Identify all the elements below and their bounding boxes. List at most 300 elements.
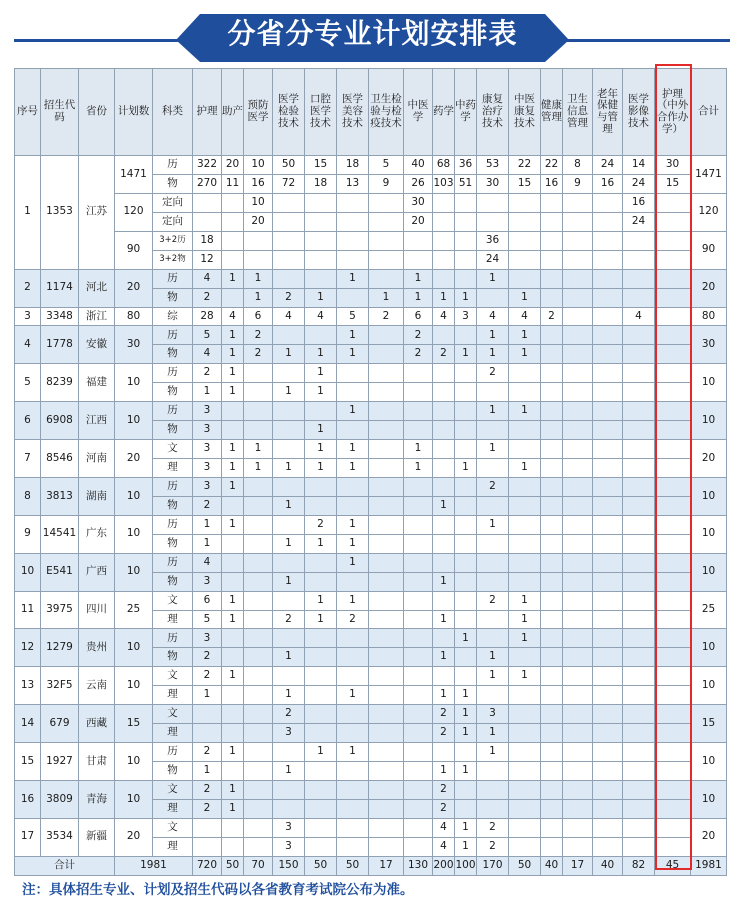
value-cell: 1: [222, 799, 244, 818]
value-cell: 24: [623, 174, 655, 193]
value-cell: [455, 799, 477, 818]
header-major: 医学美容技术: [337, 69, 369, 156]
total-cell: 30: [691, 326, 727, 364]
value-cell: [541, 326, 563, 345]
value-cell: [623, 705, 655, 724]
value-cell: 6: [404, 307, 433, 326]
value-cell: 270: [193, 174, 222, 193]
value-cell: [455, 780, 477, 799]
value-cell: 1: [305, 345, 337, 364]
value-cell: [404, 421, 433, 440]
value-cell: [433, 534, 455, 553]
province-cell: 云南: [79, 667, 115, 705]
value-cell: 1: [193, 686, 222, 705]
value-cell: 1: [222, 591, 244, 610]
total-cell: 80: [691, 307, 727, 326]
value-cell: 2: [244, 326, 273, 345]
value-cell: [455, 610, 477, 629]
value-cell: [655, 780, 691, 799]
value-cell: [593, 421, 623, 440]
value-cell: 53: [477, 156, 509, 175]
summary-value: 100: [455, 856, 477, 875]
table-row: [15, 307, 727, 326]
subject-cell: 物: [153, 534, 193, 553]
value-cell: [563, 818, 593, 837]
value-cell: [509, 496, 541, 515]
value-cell: [222, 705, 244, 724]
value-cell: [477, 212, 509, 231]
value-cell: [222, 250, 244, 269]
value-cell: [477, 288, 509, 307]
value-cell: [244, 743, 273, 762]
plan-cell: 25: [115, 591, 153, 629]
value-cell: [541, 402, 563, 421]
value-cell: [337, 629, 369, 648]
value-cell: [244, 364, 273, 383]
value-cell: [273, 364, 305, 383]
value-cell: 2: [433, 705, 455, 724]
value-cell: [623, 364, 655, 383]
value-cell: [655, 231, 691, 250]
value-cell: 2: [193, 288, 222, 307]
table-row: [15, 705, 727, 724]
value-cell: 1: [222, 610, 244, 629]
summary-value: 50: [305, 856, 337, 875]
value-cell: [655, 762, 691, 781]
value-cell: [404, 686, 433, 705]
total-cell: 25: [691, 591, 727, 629]
summary-value: 17: [563, 856, 593, 875]
value-cell: [623, 591, 655, 610]
subject-cell: 历: [153, 269, 193, 288]
value-cell: [404, 572, 433, 591]
value-cell: 4: [273, 307, 305, 326]
value-cell: 1: [455, 762, 477, 781]
value-cell: [455, 269, 477, 288]
value-cell: [193, 818, 222, 837]
value-cell: [305, 496, 337, 515]
value-cell: [305, 402, 337, 421]
value-cell: 4: [193, 345, 222, 364]
value-cell: 1: [337, 534, 369, 553]
value-cell: [655, 326, 691, 345]
value-cell: 1: [455, 345, 477, 364]
value-cell: 1: [455, 459, 477, 478]
value-cell: [563, 288, 593, 307]
page-title: 分省分专业计划安排表: [227, 17, 518, 50]
value-cell: 1: [222, 515, 244, 534]
value-cell: 5: [193, 610, 222, 629]
subject-cell: 历: [153, 402, 193, 421]
code-cell: 8239: [41, 364, 79, 402]
value-cell: [563, 534, 593, 553]
plan-cell: 10: [115, 743, 153, 781]
value-cell: 1: [477, 724, 509, 743]
value-cell: [541, 648, 563, 667]
value-cell: 2: [477, 818, 509, 837]
subject-cell: 物: [153, 288, 193, 307]
value-cell: 4: [305, 307, 337, 326]
value-cell: [563, 307, 593, 326]
value-cell: [509, 743, 541, 762]
value-cell: [455, 250, 477, 269]
value-cell: 20: [222, 156, 244, 175]
value-cell: [655, 667, 691, 686]
subject-cell: 理: [153, 724, 193, 743]
value-cell: 1: [337, 591, 369, 610]
value-cell: [369, 818, 404, 837]
subject-cell: 物: [153, 383, 193, 402]
value-cell: 1: [404, 269, 433, 288]
value-cell: 2: [193, 799, 222, 818]
value-cell: 1: [477, 345, 509, 364]
value-cell: 1: [477, 402, 509, 421]
value-cell: [541, 572, 563, 591]
header-plan: 计划数: [115, 69, 153, 156]
value-cell: [541, 762, 563, 781]
total-cell: 20: [691, 269, 727, 307]
value-cell: [244, 534, 273, 553]
value-cell: [509, 231, 541, 250]
subject-cell: 历: [153, 156, 193, 175]
total-cell: 10: [691, 780, 727, 818]
value-cell: [337, 667, 369, 686]
value-cell: [433, 667, 455, 686]
value-cell: [455, 515, 477, 534]
value-cell: 1: [222, 743, 244, 762]
value-cell: [273, 629, 305, 648]
value-cell: [305, 629, 337, 648]
value-cell: [369, 629, 404, 648]
value-cell: 20: [244, 212, 273, 231]
value-cell: [563, 440, 593, 459]
value-cell: [509, 193, 541, 212]
value-cell: 1: [455, 724, 477, 743]
value-cell: 1: [273, 648, 305, 667]
value-cell: [593, 288, 623, 307]
table-row: [15, 477, 727, 496]
value-cell: [655, 212, 691, 231]
code-cell: 679: [41, 705, 79, 743]
value-cell: 1: [509, 345, 541, 364]
value-cell: 1: [509, 402, 541, 421]
plan-cell: 20: [115, 818, 153, 856]
value-cell: [563, 402, 593, 421]
header-major: 卫生信息管理: [563, 69, 593, 156]
value-cell: [563, 553, 593, 572]
value-cell: 1: [222, 477, 244, 496]
value-cell: [337, 212, 369, 231]
value-cell: [369, 193, 404, 212]
header-major: 中医学: [404, 69, 433, 156]
value-cell: 24: [623, 212, 655, 231]
value-cell: 1: [509, 591, 541, 610]
value-cell: 2: [193, 743, 222, 762]
value-cell: 1: [193, 534, 222, 553]
value-cell: [477, 780, 509, 799]
value-cell: 1: [455, 837, 477, 856]
value-cell: [369, 477, 404, 496]
subject-cell: 物: [153, 421, 193, 440]
value-cell: [509, 477, 541, 496]
value-cell: 1: [455, 288, 477, 307]
value-cell: [563, 326, 593, 345]
value-cell: [593, 553, 623, 572]
seq-cell: 7: [15, 440, 41, 478]
value-cell: [244, 231, 273, 250]
province-block: [15, 780, 727, 818]
summary-value: 720: [193, 856, 222, 875]
value-cell: [337, 648, 369, 667]
value-cell: 1: [337, 459, 369, 478]
value-cell: [655, 421, 691, 440]
value-cell: 1: [477, 440, 509, 459]
value-cell: 14: [623, 156, 655, 175]
value-cell: [509, 383, 541, 402]
value-cell: [404, 705, 433, 724]
value-cell: [623, 780, 655, 799]
value-cell: 1: [404, 440, 433, 459]
value-cell: 10: [244, 156, 273, 175]
value-cell: [305, 686, 337, 705]
province-cell: 四川: [79, 591, 115, 629]
value-cell: 22: [509, 156, 541, 175]
code-cell: 3975: [41, 591, 79, 629]
value-cell: 16: [623, 193, 655, 212]
value-cell: [305, 705, 337, 724]
value-cell: [369, 572, 404, 591]
value-cell: 6: [193, 591, 222, 610]
value-cell: 4: [509, 307, 541, 326]
value-cell: [509, 818, 541, 837]
province-block: [15, 269, 727, 307]
value-cell: [222, 837, 244, 856]
subject-cell: 物: [153, 762, 193, 781]
value-cell: [404, 534, 433, 553]
value-cell: [593, 534, 623, 553]
value-cell: 1: [273, 496, 305, 515]
value-cell: [244, 780, 273, 799]
value-cell: [455, 193, 477, 212]
value-cell: [623, 553, 655, 572]
value-cell: [623, 288, 655, 307]
value-cell: [369, 762, 404, 781]
summary-value: 45: [655, 856, 691, 875]
value-cell: [244, 610, 273, 629]
value-cell: [593, 193, 623, 212]
value-cell: [193, 837, 222, 856]
value-cell: 1: [222, 364, 244, 383]
value-cell: [455, 231, 477, 250]
code-cell: 32F5: [41, 667, 79, 705]
province-block: [15, 402, 727, 440]
value-cell: [593, 345, 623, 364]
value-cell: 2: [305, 515, 337, 534]
value-cell: [244, 383, 273, 402]
value-cell: [222, 648, 244, 667]
province-cell: 河南: [79, 440, 115, 478]
value-cell: [404, 818, 433, 837]
province-block: [15, 440, 727, 478]
value-cell: [433, 591, 455, 610]
value-cell: [404, 667, 433, 686]
value-cell: [477, 762, 509, 781]
value-cell: [337, 383, 369, 402]
value-cell: [563, 345, 593, 364]
total-cell: 90: [691, 231, 727, 269]
value-cell: 1: [337, 553, 369, 572]
table-row: [15, 269, 727, 288]
total-cell: 20: [691, 440, 727, 478]
value-cell: [244, 837, 273, 856]
value-cell: 1: [222, 667, 244, 686]
value-cell: 3: [193, 477, 222, 496]
value-cell: [455, 421, 477, 440]
value-cell: [593, 705, 623, 724]
total-cell: 10: [691, 402, 727, 440]
header-major: 护理: [193, 69, 222, 156]
value-cell: 9: [369, 174, 404, 193]
value-cell: [433, 212, 455, 231]
total-cell: 10: [691, 629, 727, 667]
value-cell: 2: [369, 307, 404, 326]
value-cell: [404, 724, 433, 743]
province-block: [15, 818, 727, 856]
value-cell: [477, 610, 509, 629]
value-cell: [655, 837, 691, 856]
value-cell: 9: [563, 174, 593, 193]
subject-cell: 3+2历: [153, 231, 193, 250]
value-cell: [623, 496, 655, 515]
value-cell: [273, 326, 305, 345]
value-cell: [404, 383, 433, 402]
value-cell: [655, 193, 691, 212]
value-cell: [433, 459, 455, 478]
seq-cell: 13: [15, 667, 41, 705]
value-cell: [593, 383, 623, 402]
value-cell: [244, 553, 273, 572]
summary-value: 50: [222, 856, 244, 875]
header-major: 健康管理: [541, 69, 563, 156]
value-cell: [404, 231, 433, 250]
province-block: [15, 667, 727, 705]
table-row: [15, 364, 727, 383]
value-cell: [509, 799, 541, 818]
summary-row: [15, 856, 727, 875]
value-cell: [455, 326, 477, 345]
value-cell: [305, 837, 337, 856]
value-cell: [541, 686, 563, 705]
subject-cell: 理: [153, 799, 193, 818]
value-cell: [541, 459, 563, 478]
value-cell: [509, 686, 541, 705]
value-cell: 1: [222, 440, 244, 459]
province-cell: 湖南: [79, 477, 115, 515]
value-cell: [477, 572, 509, 591]
value-cell: [563, 477, 593, 496]
seq-cell: 3: [15, 307, 41, 326]
value-cell: [337, 231, 369, 250]
value-cell: 4: [623, 307, 655, 326]
seq-cell: 17: [15, 818, 41, 856]
value-cell: [404, 610, 433, 629]
header-major: 医学影像技术: [623, 69, 655, 156]
value-cell: [593, 269, 623, 288]
code-cell: 14541: [41, 515, 79, 553]
table-row: [15, 326, 727, 345]
value-cell: 1: [477, 648, 509, 667]
value-cell: [593, 667, 623, 686]
value-cell: [593, 496, 623, 515]
value-cell: [623, 383, 655, 402]
value-cell: 1: [273, 459, 305, 478]
value-cell: [369, 496, 404, 515]
value-cell: 13: [337, 174, 369, 193]
value-cell: [623, 799, 655, 818]
subject-cell: 历: [153, 743, 193, 762]
value-cell: [563, 837, 593, 856]
value-cell: [273, 250, 305, 269]
value-cell: 15: [305, 156, 337, 175]
value-cell: 1: [477, 667, 509, 686]
value-cell: [337, 193, 369, 212]
value-cell: [623, 459, 655, 478]
value-cell: [593, 610, 623, 629]
value-cell: [369, 515, 404, 534]
value-cell: [404, 743, 433, 762]
value-cell: [593, 212, 623, 231]
province-cell: 青海: [79, 780, 115, 818]
plan-table: [14, 68, 727, 876]
value-cell: [563, 459, 593, 478]
value-cell: [337, 799, 369, 818]
value-cell: [563, 269, 593, 288]
table-row: [15, 818, 727, 837]
plan-cell: 20: [115, 440, 153, 478]
value-cell: [563, 250, 593, 269]
value-cell: [593, 799, 623, 818]
value-cell: [563, 193, 593, 212]
value-cell: [369, 345, 404, 364]
table-row: [15, 591, 727, 610]
value-cell: 1: [369, 288, 404, 307]
value-cell: [369, 705, 404, 724]
value-cell: 30: [655, 156, 691, 175]
value-cell: [541, 477, 563, 496]
value-cell: [244, 629, 273, 648]
value-cell: [477, 421, 509, 440]
value-cell: 3: [273, 724, 305, 743]
province-cell: 贵州: [79, 629, 115, 667]
value-cell: [222, 288, 244, 307]
value-cell: [273, 477, 305, 496]
value-cell: [455, 553, 477, 572]
value-cell: [222, 553, 244, 572]
value-cell: 1: [222, 459, 244, 478]
value-cell: 1: [193, 383, 222, 402]
value-cell: [337, 818, 369, 837]
value-cell: [369, 250, 404, 269]
value-cell: [477, 629, 509, 648]
value-cell: [455, 572, 477, 591]
value-cell: [433, 383, 455, 402]
header-province: 省份: [79, 69, 115, 156]
subject-cell: 文: [153, 591, 193, 610]
subject-cell: 历: [153, 477, 193, 496]
table-row: [15, 667, 727, 686]
value-cell: [222, 193, 244, 212]
value-cell: [541, 591, 563, 610]
